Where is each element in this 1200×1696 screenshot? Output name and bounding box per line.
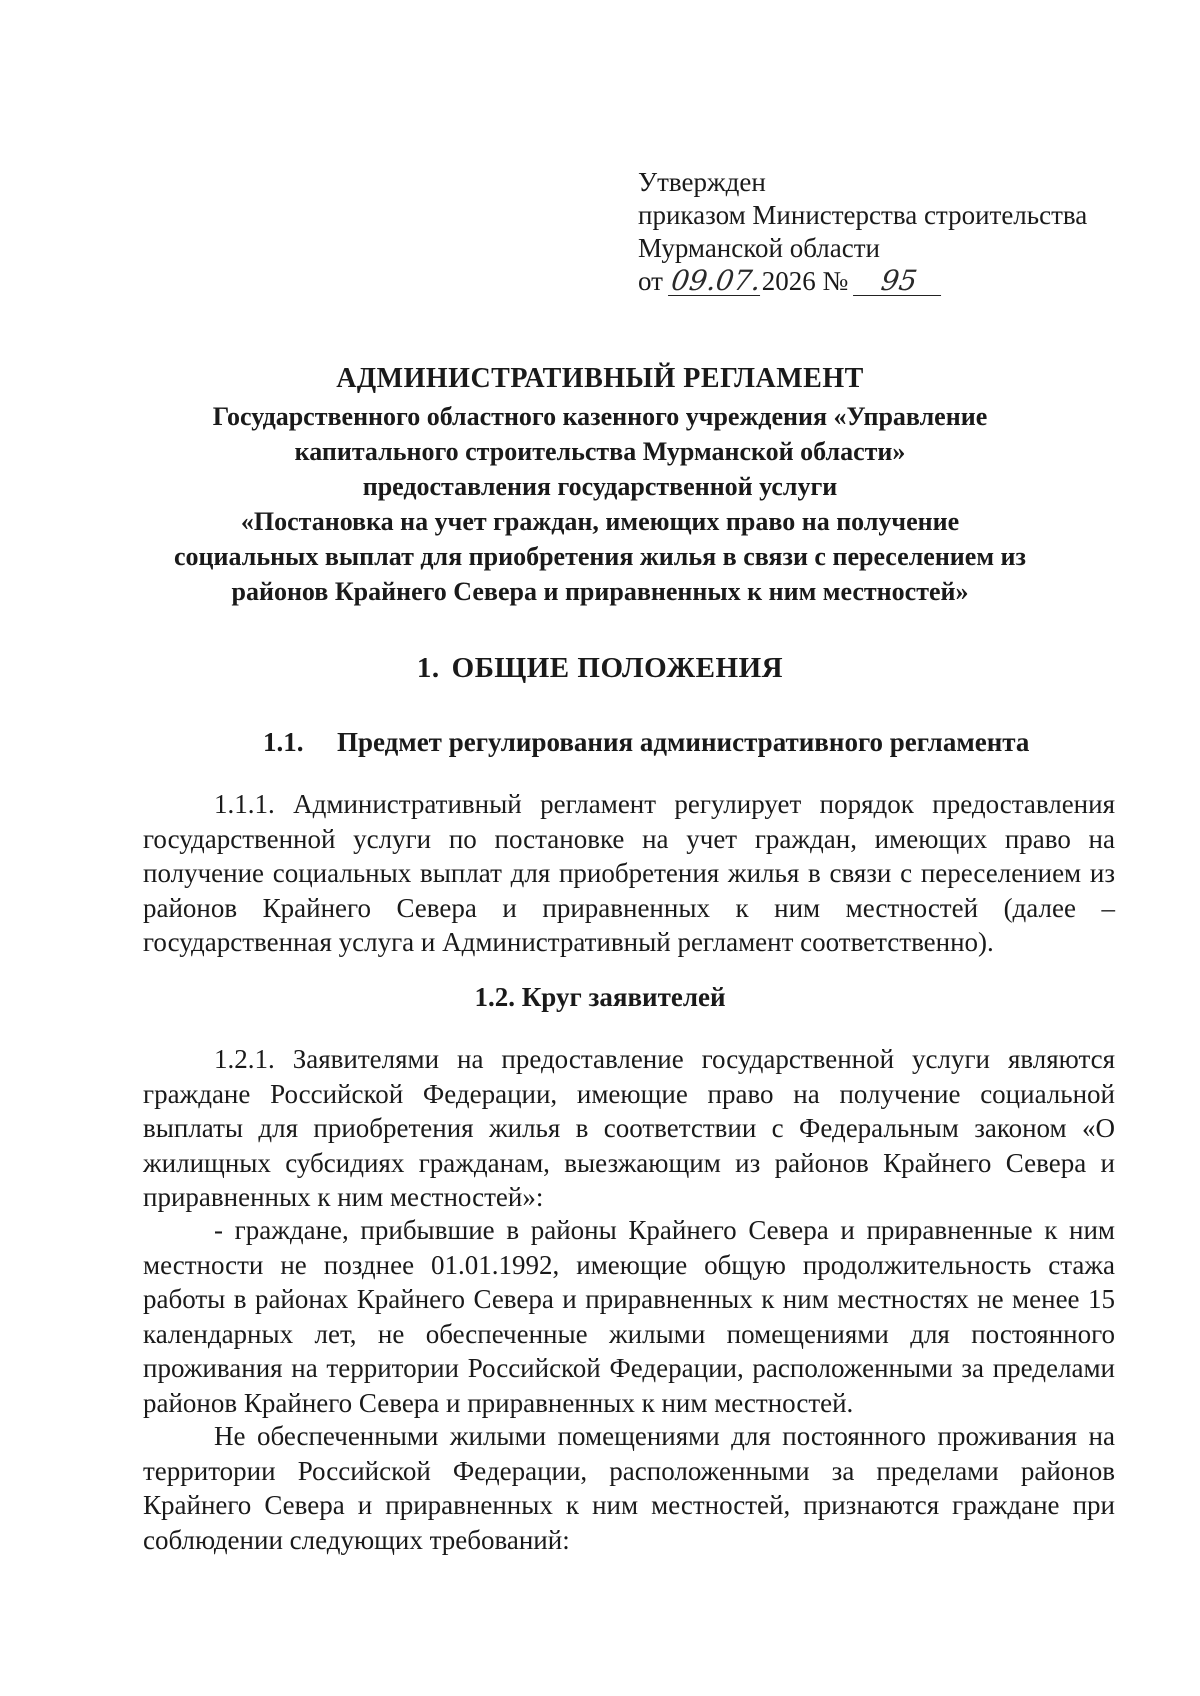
subsection-title: Предмет регулирования административного регламента — [337, 727, 1030, 757]
paragraph-requirements-intro: Не обеспеченными жилыми помещениями для постоянного проживания на территории Российской Федерации, расположенными за пределами районов Крайнего Севера и приравненных к ним местностей, признаются граждане при соблюдении следующих требований: — [143, 1421, 1115, 1555]
paragraph-applicants-list-item: - граждане, прибывшие в районы Крайнего Севера и приравненные к ним местности не позднее 01.01.1992, имеющие общую продолжительность стажа работы в районах Крайнего Севера и приравненных к ним местностях не менее 15 календарных лет, не обеспеченные жилыми помещениями для постоянного проживания на территории Российской Федерации, расположенными за пределами районов Крайнего Севера и приравненных к ним местностей. — [143, 1215, 1115, 1418]
date-year: 2026 № — [761, 266, 849, 296]
title-line: социальных выплат для приобретения жилья в связи с переселением из — [174, 542, 1026, 571]
handwritten-date: 09.07. — [668, 264, 763, 297]
title-line: Государственного областного казенного учреждения «Управление — [212, 402, 988, 431]
paragraph-1-1-1: 1.1.1. Административный регламент регулирует порядок предоставления государственной услуги по постановке на учет граждан, имеющих право на получение социальных выплат для приобретения жилья в связи с переселением из районов Крайнего Севера и приравненных к ним местностей (далее – государственная услуга и Административный регламент соответственно). — [143, 789, 1115, 957]
handwritten-order-number: 95 — [853, 267, 945, 296]
title-line: районов Крайнего Севера и приравненных к ним местностей» — [231, 577, 969, 606]
approval-stamp-block — [638, 166, 1087, 298]
section-number: 1. — [416, 652, 440, 684]
section-title: ОБЩИЕ ПОЛОЖЕНИЯ — [451, 652, 784, 684]
title-line: «Постановка на учет граждан, имеющих право на получение — [240, 507, 960, 536]
document-main-title: АДМИНИСТРАТИВНЫЙ РЕГЛАМЕНТ — [336, 363, 864, 394]
title-line: капитального строительства Мурманской области» — [294, 437, 906, 466]
approval-line-approved: Утвержден — [638, 167, 766, 197]
subsection-heading-applicants: 1.2. Круг заявителей — [474, 982, 726, 1012]
paragraph-1-2-1: 1.2.1. Заявителями на предоставление государственной услуги являются граждане Российской Федерации, имеющие право на получение социальной выплаты для приобретения жилья в соответствии с Федеральным законом «О жилищных субсидиях гражданам, выезжающим из районов Крайнего Севера и приравненных к ним местностей»: — [143, 1044, 1115, 1212]
approval-line-date — [638, 265, 1087, 298]
date-prefix: от — [638, 266, 663, 296]
approval-line-order: приказом Министерства строительства — [638, 200, 1088, 230]
title-line: предоставления государственной услуги — [362, 472, 838, 501]
subsection-number: 1.1. — [263, 727, 304, 757]
subsection-heading-subject — [263, 727, 1029, 758]
document-title-block — [100, 359, 1100, 609]
section-heading-general-provisions — [0, 652, 1200, 685]
approval-line-region: Мурманской области — [638, 233, 880, 263]
